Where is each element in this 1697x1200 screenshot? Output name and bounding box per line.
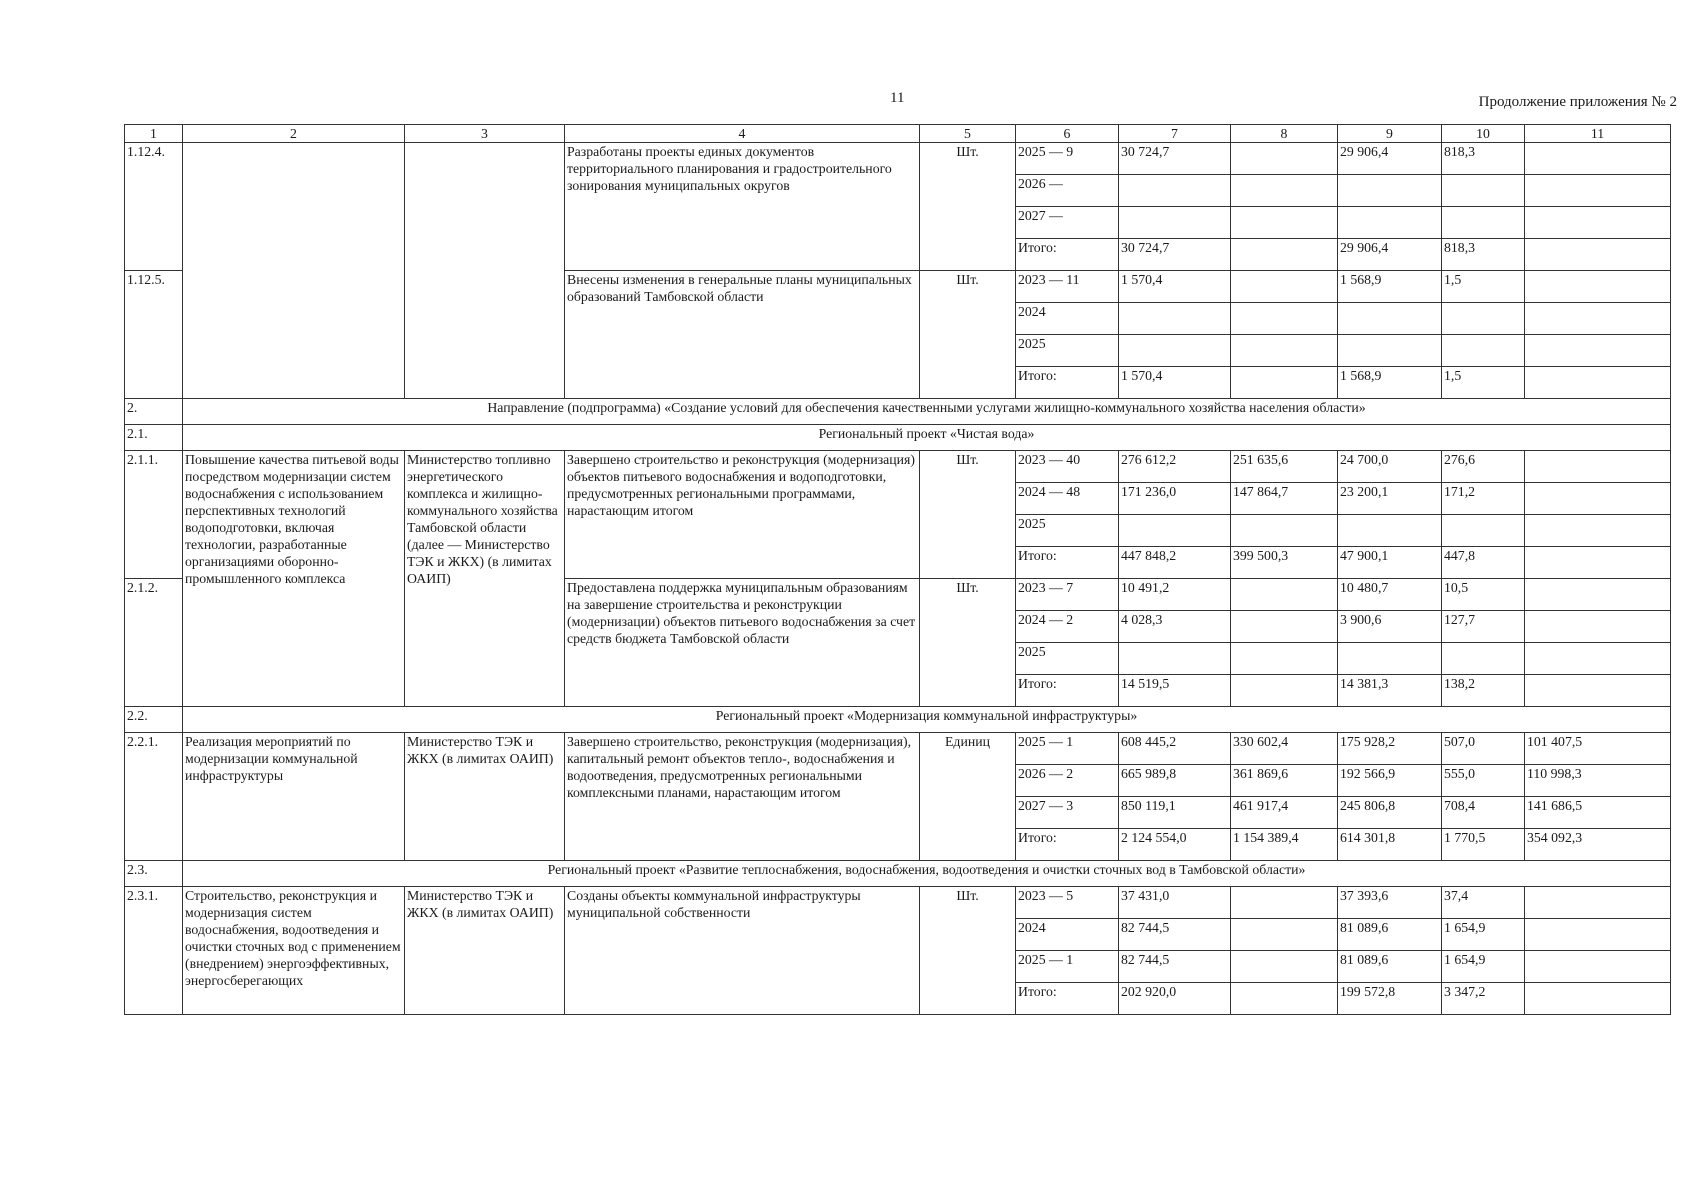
year-cell: Итого: [1016, 675, 1119, 707]
value-cell: 127,7 [1442, 611, 1525, 643]
value-cell: 447 848,2 [1119, 547, 1231, 579]
value-cell: 171,2 [1442, 483, 1525, 515]
value-cell [1525, 483, 1671, 515]
value-cell [1119, 335, 1231, 367]
value-cell [1442, 175, 1525, 207]
value-cell [1525, 239, 1671, 271]
value-cell: 14 519,5 [1119, 675, 1231, 707]
year-cell: Итого: [1016, 367, 1119, 399]
section-row [125, 707, 1671, 733]
value-cell [1442, 207, 1525, 239]
value-cell: 1 654,9 [1442, 951, 1525, 983]
header-cell: 7 [1119, 125, 1231, 143]
year-cell: 2025 [1016, 515, 1119, 547]
year-cell: 2023 — 5 [1016, 887, 1119, 919]
year-cell: 2024 — 2 [1016, 611, 1119, 643]
table-row [125, 143, 1671, 175]
measure-name: Реализация мероприятий по модернизации коммунальной инфраструктуры [183, 733, 405, 861]
value-cell [1338, 515, 1442, 547]
year-cell: 2027 — 3 [1016, 797, 1119, 829]
year-cell: Итого: [1016, 983, 1119, 1015]
value-cell [1119, 643, 1231, 675]
section-number: 2.3. [125, 861, 183, 887]
year-cell: 2027 — [1016, 207, 1119, 239]
value-cell: 147 864,7 [1231, 483, 1338, 515]
header-cell: 6 [1016, 125, 1119, 143]
value-cell: 507,0 [1442, 733, 1525, 765]
value-cell: 1 570,4 [1119, 367, 1231, 399]
value-cell [1231, 983, 1338, 1015]
row-number: 2.1.1. [125, 451, 183, 579]
value-cell: 81 089,6 [1338, 919, 1442, 951]
section-title: Региональный проект «Развитие теплоснабжения, водоснабжения, водоотведения и очистки сточных вод в Тамбовской области» [183, 861, 1671, 887]
year-cell: Итого: [1016, 239, 1119, 271]
value-cell [1231, 611, 1338, 643]
executor [405, 143, 565, 399]
value-cell [1119, 207, 1231, 239]
executor: Министерство ТЭК и ЖКХ (в лимитах ОАИП) [405, 733, 565, 861]
section-number: 2.1. [125, 425, 183, 451]
value-cell: 1 654,9 [1442, 919, 1525, 951]
value-cell: 37,4 [1442, 887, 1525, 919]
value-cell: 37 393,6 [1338, 887, 1442, 919]
value-cell [1231, 579, 1338, 611]
value-cell: 24 700,0 [1338, 451, 1442, 483]
value-cell [1525, 207, 1671, 239]
value-cell: 447,8 [1442, 547, 1525, 579]
program-table [124, 124, 1671, 1015]
table-row [125, 451, 1671, 483]
value-cell [1231, 271, 1338, 303]
value-cell [1338, 643, 1442, 675]
result-text: Предоставлена поддержка муниципальным образованиям на завершение строительства и реконструкции (модернизации) объектов питьевого водоснабжения за счет средств бюджета Тамбовской области [565, 579, 920, 707]
value-cell [1525, 951, 1671, 983]
year-cell: 2023 — 7 [1016, 579, 1119, 611]
value-cell [1231, 367, 1338, 399]
value-cell: 30 724,7 [1119, 143, 1231, 175]
year-cell: 2025 — 1 [1016, 733, 1119, 765]
section-row [125, 425, 1671, 451]
value-cell: 245 806,8 [1338, 797, 1442, 829]
value-cell [1525, 887, 1671, 919]
value-cell [1525, 515, 1671, 547]
value-cell: 555,0 [1442, 765, 1525, 797]
value-cell: 3 347,2 [1442, 983, 1525, 1015]
year-cell: Итого: [1016, 829, 1119, 861]
value-cell [1525, 579, 1671, 611]
value-cell [1442, 515, 1525, 547]
value-cell [1231, 175, 1338, 207]
year-cell: 2025 — 9 [1016, 143, 1119, 175]
value-cell [1525, 143, 1671, 175]
value-cell [1525, 919, 1671, 951]
header-cell: 10 [1442, 125, 1525, 143]
year-cell: 2024 [1016, 919, 1119, 951]
year-cell: 2025 [1016, 643, 1119, 675]
value-cell: 138,2 [1442, 675, 1525, 707]
year-cell: 2026 — 2 [1016, 765, 1119, 797]
unit: Шт. [920, 143, 1016, 271]
value-cell: 101 407,5 [1525, 733, 1671, 765]
year-cell: 2025 [1016, 335, 1119, 367]
result-text: Созданы объекты коммунальной инфраструктуры муниципальной собственности [565, 887, 920, 1015]
value-cell: 818,3 [1442, 143, 1525, 175]
value-cell [1525, 367, 1671, 399]
value-cell: 4 028,3 [1119, 611, 1231, 643]
value-cell: 29 906,4 [1338, 143, 1442, 175]
value-cell: 3 900,6 [1338, 611, 1442, 643]
year-cell: Итого: [1016, 547, 1119, 579]
value-cell: 708,4 [1442, 797, 1525, 829]
measure-name: Повышение качества питьевой воды посредством модернизации систем водоснабжения с использованием перспективных технологий водоподготовки, включая технологии, разработанные организациями оборонно-промышленного комплекса [183, 451, 405, 707]
value-cell [1231, 303, 1338, 335]
section-title: Региональный проект «Чистая вода» [183, 425, 1671, 451]
value-cell: 1 154 389,4 [1231, 829, 1338, 861]
measure-name [183, 143, 405, 399]
row-number: 2.1.2. [125, 579, 183, 707]
value-cell: 10 491,2 [1119, 579, 1231, 611]
section-row [125, 399, 1671, 425]
result-text: Внесены изменения в генеральные планы муниципальных образований Тамбовской области [565, 271, 920, 399]
value-cell [1525, 175, 1671, 207]
value-cell: 175 928,2 [1338, 733, 1442, 765]
value-cell [1442, 303, 1525, 335]
executor: Министерство ТЭК и ЖКХ (в лимитах ОАИП) [405, 887, 565, 1015]
table-row [125, 887, 1671, 919]
value-cell: 1,5 [1442, 271, 1525, 303]
value-cell [1442, 335, 1525, 367]
value-cell: 30 724,7 [1119, 239, 1231, 271]
value-cell [1525, 611, 1671, 643]
value-cell [1231, 143, 1338, 175]
value-cell [1525, 675, 1671, 707]
year-cell: 2024 [1016, 303, 1119, 335]
value-cell: 461 917,4 [1231, 797, 1338, 829]
value-cell: 171 236,0 [1119, 483, 1231, 515]
table-row [125, 733, 1671, 765]
value-cell [1525, 335, 1671, 367]
value-cell: 10,5 [1442, 579, 1525, 611]
value-cell [1525, 983, 1671, 1015]
value-cell: 251 635,6 [1231, 451, 1338, 483]
value-cell [1525, 643, 1671, 675]
row-number: 2.3.1. [125, 887, 183, 1015]
value-cell [1231, 335, 1338, 367]
value-cell [1231, 643, 1338, 675]
continuation-label: Продолжение приложения № 2 [1478, 94, 1677, 110]
value-cell: 276 612,2 [1119, 451, 1231, 483]
value-cell [1231, 675, 1338, 707]
value-cell [1338, 207, 1442, 239]
value-cell [1119, 175, 1231, 207]
value-cell: 330 602,4 [1231, 733, 1338, 765]
value-cell [1338, 335, 1442, 367]
value-cell: 614 301,8 [1338, 829, 1442, 861]
value-cell [1525, 547, 1671, 579]
value-cell [1231, 207, 1338, 239]
unit: Шт. [920, 271, 1016, 399]
section-title: Направление (подпрограмма) «Создание условий для обеспечения качественными услугами жилищно-коммунального хозяйства населения области» [183, 399, 1671, 425]
section-title: Региональный проект «Модернизация коммунальной инфраструктуры» [183, 707, 1671, 733]
value-cell: 354 092,3 [1525, 829, 1671, 861]
year-cell: 2025 — 1 [1016, 951, 1119, 983]
year-cell: 2023 — 11 [1016, 271, 1119, 303]
result-text: Разработаны проекты единых документов территориального планирования и градостроительного зонирования муниципальных округов [565, 143, 920, 271]
section-number: 2.2. [125, 707, 183, 733]
value-cell [1231, 951, 1338, 983]
value-cell: 665 989,8 [1119, 765, 1231, 797]
row-number: 2.2.1. [125, 733, 183, 861]
value-cell: 14 381,3 [1338, 675, 1442, 707]
header-cell: 2 [183, 125, 405, 143]
header-cell: 3 [405, 125, 565, 143]
header-cell: 11 [1525, 125, 1671, 143]
value-cell: 29 906,4 [1338, 239, 1442, 271]
header-cell: 8 [1231, 125, 1338, 143]
value-cell: 818,3 [1442, 239, 1525, 271]
value-cell [1119, 303, 1231, 335]
result-text: Завершено строительство и реконструкция (модернизация) объектов питьевого водоснабжения и водоподготовки, предусмотренных региональными программами, нарастающим итогом [565, 451, 920, 579]
measure-name: Строительство, реконструкция и модернизация систем водоснабжения, водоотведения и очистки сточных вод с применением (внедрением) энергоэффективных, энергосберегающих [183, 887, 405, 1015]
value-cell: 1,5 [1442, 367, 1525, 399]
value-cell: 276,6 [1442, 451, 1525, 483]
row-number: 1.12.4. [125, 143, 183, 271]
value-cell [1525, 451, 1671, 483]
value-cell: 141 686,5 [1525, 797, 1671, 829]
section-number: 2. [125, 399, 183, 425]
value-cell: 47 900,1 [1338, 547, 1442, 579]
unit: Шт. [920, 887, 1016, 1015]
value-cell: 10 480,7 [1338, 579, 1442, 611]
value-cell: 82 744,5 [1119, 919, 1231, 951]
year-cell: 2026 — [1016, 175, 1119, 207]
section-row [125, 861, 1671, 887]
value-cell: 192 566,9 [1338, 765, 1442, 797]
value-cell: 2 124 554,0 [1119, 829, 1231, 861]
value-cell: 608 445,2 [1119, 733, 1231, 765]
value-cell: 199 572,8 [1338, 983, 1442, 1015]
year-cell: 2023 — 40 [1016, 451, 1119, 483]
value-cell: 1 570,4 [1119, 271, 1231, 303]
result-text: Завершено строительство, реконструкция (модернизация), капитальный ремонт объектов тепло-, водоснабжения и водоотведения, предусмотренных региональными комплексными планами, нарастающим итогом [565, 733, 920, 861]
value-cell: 202 920,0 [1119, 983, 1231, 1015]
header-cell: 9 [1338, 125, 1442, 143]
header-cell: 4 [565, 125, 920, 143]
executor: Министерство топливно энергетического комплекса и жилищно-коммунального хозяйства Тамбовской области (далее — Министерство ТЭК и ЖКХ) (в лимитах ОАИП) [405, 451, 565, 707]
value-cell: 81 089,6 [1338, 951, 1442, 983]
header-cell: 5 [920, 125, 1016, 143]
unit: Шт. [920, 579, 1016, 707]
value-cell: 110 998,3 [1525, 765, 1671, 797]
value-cell: 399 500,3 [1231, 547, 1338, 579]
value-cell [1119, 515, 1231, 547]
value-cell: 361 869,6 [1231, 765, 1338, 797]
unit: Шт. [920, 451, 1016, 579]
unit: Единиц [920, 733, 1016, 861]
value-cell [1231, 919, 1338, 951]
value-cell [1442, 643, 1525, 675]
value-cell: 37 431,0 [1119, 887, 1231, 919]
value-cell: 1 568,9 [1338, 271, 1442, 303]
year-cell: 2024 — 48 [1016, 483, 1119, 515]
value-cell [1338, 175, 1442, 207]
value-cell [1231, 887, 1338, 919]
value-cell [1231, 515, 1338, 547]
value-cell [1525, 271, 1671, 303]
value-cell: 23 200,1 [1338, 483, 1442, 515]
page-number: 11 [890, 90, 905, 106]
value-cell [1525, 303, 1671, 335]
value-cell: 1 770,5 [1442, 829, 1525, 861]
value-cell: 82 744,5 [1119, 951, 1231, 983]
header-row [125, 125, 1671, 143]
row-number: 1.12.5. [125, 271, 183, 399]
value-cell [1231, 239, 1338, 271]
header-cell: 1 [125, 125, 183, 143]
value-cell: 1 568,9 [1338, 367, 1442, 399]
value-cell [1338, 303, 1442, 335]
value-cell: 850 119,1 [1119, 797, 1231, 829]
